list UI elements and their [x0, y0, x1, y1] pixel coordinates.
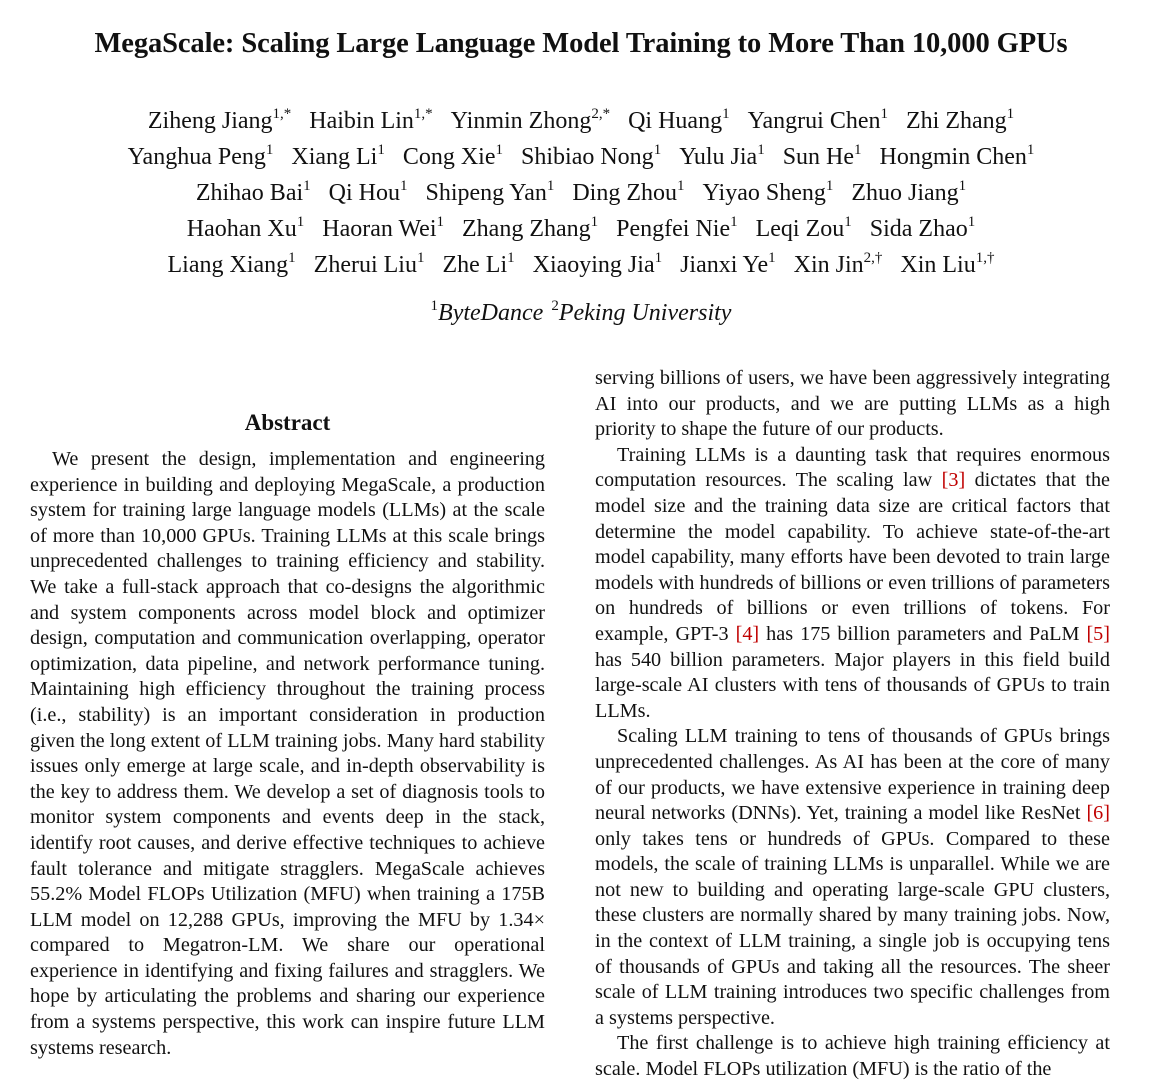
citation-link[interactable]: [4]: [735, 622, 760, 645]
author-name: [168, 252, 296, 278]
author-name-text: Yulu Jia: [679, 144, 758, 170]
author-row: [0, 139, 1162, 175]
author-name: [783, 144, 862, 170]
author-name-text: Liang Xiang: [167, 252, 289, 278]
author-affiliation-mark: 1: [265, 142, 274, 158]
abstract-text: We present the design, implementation and engineering experience in building and deploying MegaScale, a production system for training large language models (LLMs) at the scale of more than 10,000 GPUs. Training LLMs at this scale brings unprecedented challenges to training efficiency and stability. We take a full-stack approach that co-designs the algorithmic and system components across model block and optimizer design, computation and communication overlapping, operator optimization, data pipeline, and network performance tuning. Maintaining high efficiency throughout the training process (i.e., stability) is an important consideration in production given the long extent of LLM training jobs. Many hard stability issues only emerge at large scale, and in-depth observability is the key to address them. We develop a set of diagnosis tools to monitor system components and events deep in the stack, identify root causes, and derive effective techniques to achieve fault tolerance and mitigate stragglers. MegaScale achieves 55.2% Model FLOPs Utilization (MFU) when training a 175B LLM model on 12,288 GPUs, improving the MFU by 1.34× compared to Megatron-LM. We share our operational experience in identifying and fixing failures and stragglers. We hope by articulating the problems and sharing our experience from a systems perspective, this work can inspire future LLM systems research.: [30, 448, 545, 1059]
author-name-text: Zhi Zhang: [905, 108, 1007, 134]
author-name: [322, 216, 444, 242]
affiliation-name: ByteDance: [438, 300, 544, 326]
affiliation: [551, 300, 731, 326]
author-affiliation-mark: 1: [768, 250, 776, 266]
paper-title: MegaScale: Scaling Large Language Model Training to More Than 10,000 GPUs: [94, 28, 1068, 59]
author-name-text: Hongmin Chen: [879, 144, 1027, 170]
author-name: [442, 252, 514, 278]
author-affiliation-mark: 1: [967, 214, 976, 230]
author-affiliation-mark: 1: [730, 214, 738, 230]
author-name-text: Zhuo Jiang: [851, 180, 959, 206]
author-name: [794, 252, 883, 278]
author-name-text: Yiyao Sheng: [702, 180, 826, 206]
author-affiliation-mark: 1: [1026, 142, 1035, 158]
author-name-text: Haibin Lin: [309, 108, 414, 134]
author-name-text: Xiaoying Jia: [532, 252, 655, 278]
author-affiliation-mark: 1: [546, 178, 555, 194]
author-name-text: Jianxi Ye: [680, 252, 769, 278]
author-affiliation-mark: 1: [677, 178, 685, 194]
author-affiliation-mark: 1: [1006, 106, 1015, 122]
author-name: [533, 252, 662, 278]
author-row: [0, 175, 1162, 211]
intro-paragraph-4: The first challenge is to achieve high training efficiency at scale. Model FLOPs utilization (MFU) is the ratio of the: [595, 1032, 1110, 1081]
author-name: [616, 216, 737, 242]
author-name: [196, 180, 311, 206]
author-name-text: Shipeng Yan: [425, 180, 547, 206]
author-name-text: Xin Jin: [793, 252, 864, 278]
author-affiliation-mark: 1: [757, 142, 765, 158]
author-name-text: Leqi Zou: [755, 216, 845, 242]
author-name-text: Xiang Li: [291, 144, 378, 170]
author-affiliation-mark: 1: [722, 106, 730, 122]
author-name: [314, 252, 425, 278]
author-affiliation-mark: 1: [377, 142, 385, 158]
author-affiliation-mark: 1: [854, 142, 862, 158]
author-name: [291, 144, 384, 170]
author-affiliation-mark: 1: [825, 178, 834, 194]
author-name: [329, 180, 408, 206]
citation-link[interactable]: [5]: [1086, 622, 1110, 645]
author-name-text: Ziheng Jiang: [147, 108, 273, 134]
author-affiliation-mark: 1: [436, 214, 444, 230]
abstract-column: [30, 447, 545, 1061]
author-name: [628, 108, 729, 134]
author-name-text: Zhang Zhang: [462, 216, 591, 242]
author-name: [748, 108, 888, 134]
author-name: [851, 180, 966, 206]
affiliation: [431, 300, 544, 326]
author-affiliation-mark: 2,†: [863, 250, 883, 266]
author-row: [0, 211, 1162, 247]
author-name: [425, 180, 554, 206]
author-name-text: Sida Zhao: [869, 216, 968, 242]
author-name-text: Qi Huang: [628, 108, 723, 134]
affiliation-name: Peking University: [558, 300, 732, 326]
author-affiliation-mark: 1: [653, 142, 662, 158]
author-name-text: Yangrui Chen: [747, 108, 881, 134]
author-affiliation-mark: 1: [844, 214, 852, 230]
author-affiliation-mark: 1: [495, 142, 504, 158]
citation-link[interactable]: [6]: [1086, 802, 1110, 825]
author-name-text: Yanghua Peng: [127, 144, 266, 170]
author-name: [462, 216, 598, 242]
author-affiliation-mark: 1: [303, 178, 311, 194]
author-name: [900, 252, 994, 278]
author-name: [680, 252, 776, 278]
author-name-text: Xin Liu: [900, 252, 976, 278]
author-list: [0, 103, 1162, 283]
author-affiliation-mark: 1: [416, 250, 425, 266]
author-name-text: Ding Zhou: [572, 180, 678, 206]
author-name: [880, 144, 1035, 170]
author-affiliation-mark: 1: [880, 106, 888, 122]
author-affiliation-mark: 1: [958, 178, 967, 194]
author-affiliation-mark: 1: [296, 214, 305, 230]
author-name: [756, 216, 852, 242]
author-name-text: Shibiao Nong: [521, 144, 654, 170]
author-name: [187, 216, 304, 242]
author-name-text: Haoran Wei: [322, 216, 437, 242]
author-name: [679, 144, 765, 170]
author-name-text: Yinmin Zhong: [450, 108, 592, 134]
author-affiliation-mark: 1,*: [413, 106, 433, 122]
citation-link[interactable]: [3]: [941, 469, 966, 492]
intro-column: [595, 366, 1110, 1083]
author-name: [572, 180, 684, 206]
author-name-text: Zhihao Bai: [195, 180, 304, 206]
author-name-text: Cong Xie: [402, 144, 496, 170]
author-name-text: Sun He: [782, 144, 855, 170]
author-affiliation-mark: 1: [399, 178, 408, 194]
author-affiliation-mark: 1,†: [975, 250, 995, 266]
affiliation-mark: 2: [551, 298, 559, 314]
author-name: [309, 108, 432, 134]
author-name-text: Qi Hou: [328, 180, 400, 206]
author-name-text: Haohan Xu: [186, 216, 297, 242]
author-affiliation-mark: 2,*: [591, 106, 611, 122]
author-name: [521, 144, 661, 170]
author-name: [148, 108, 291, 134]
author-affiliation-mark: 1,*: [272, 106, 292, 122]
author-row: [0, 103, 1162, 139]
author-name-text: Pengfei Nie: [616, 216, 731, 242]
author-row: [0, 247, 1162, 283]
author-name-text: Zherui Liu: [313, 252, 417, 278]
author-name: [403, 144, 503, 170]
abstract-heading: Abstract: [244, 410, 331, 435]
author-affiliation-mark: 1: [590, 214, 599, 230]
intro-paragraph-3: Scaling LLM training to tens of thousands of GPUs brings unprecedented challenges. As AI has been at the core of many of our products, we have extensive experience in training deep neural networks (DNNs). Yet, training a model like ResNet [6] only takes tens or hundreds of GPUs. Compared to these models, the scale of training LLMs is unparallel. While we are not new to building and operating large-scale GPU clusters, these clusters are normally shared by many training jobs. Now, in the context of LLM training, a single job is occupying tens of thousands of GPUs and taking all the resources. The sheer scale of LLM training introduces two specific challenges from a systems perspective.: [595, 725, 1110, 1029]
author-name: [906, 108, 1014, 134]
author-name-text: Zhe Li: [442, 252, 508, 278]
author-name: [128, 144, 274, 170]
author-name: [870, 216, 975, 242]
intro-paragraph-2: Training LLMs is a daunting task that requires enormous computation resources. The scaling law [3] dictates that the model size and the training data size are critical factors that determine the model capability. To achieve state-of-the-art model capability, many efforts have been devoted to train large models with hundreds of billions or even trillions of parameters on hundreds of billions or even trillions of tokens. For example, GPT-3 [4] has 175 billion parameters and PaLM [5] has 540 billion parameters. Major players in this field build large-scale AI clusters with tens of thousands of GPUs to train LLMs.: [595, 443, 1111, 722]
author-name: [451, 108, 610, 134]
affiliation-mark: 1: [430, 298, 439, 314]
intro-paragraph-1: serving billions of users, we have been aggressively integrating AI into our products, and we are putting LLMs as a high priority to shape the future of our products.: [595, 367, 1110, 441]
author-affiliation-mark: 1: [288, 250, 296, 266]
author-affiliation-mark: 1: [507, 250, 515, 266]
author-name: [703, 180, 834, 206]
author-affiliation-mark: 1: [654, 250, 663, 266]
affiliations: [0, 300, 1162, 327]
